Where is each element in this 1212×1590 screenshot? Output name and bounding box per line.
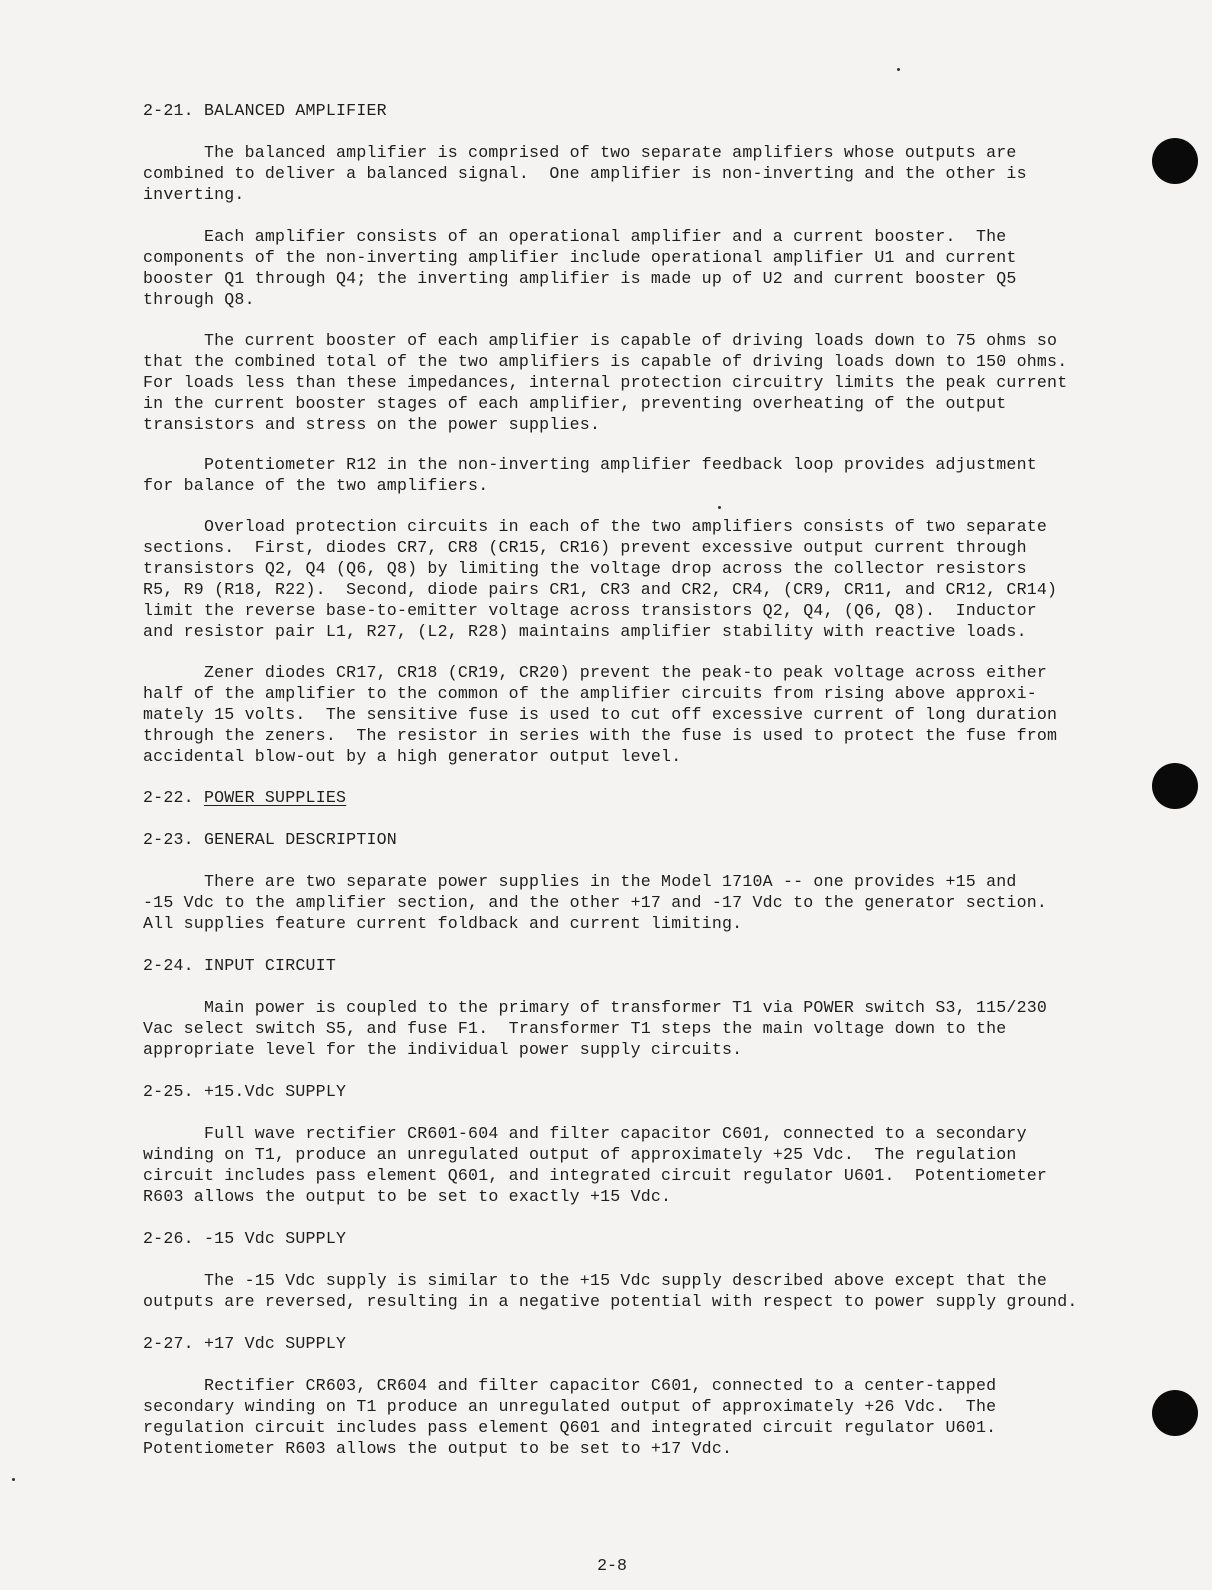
text-line: through the zeners. The resistor in series with the fuse is used to protect the fuse from (143, 726, 1058, 745)
section-2-23 (143, 829, 1103, 850)
scan-speck (12, 1478, 15, 1481)
text-line: combined to deliver a balanced signal. One amplifier is non-inverting and the other is (143, 164, 1027, 183)
text-line: Rectifier CR603, CR604 and filter capacitor C601, connected to a center-tapped (143, 1376, 997, 1395)
section-heading: 2-25. +15.Vdc SUPPLY (143, 1082, 347, 1101)
text-line: that the combined total of the two amplifiers is capable of driving loads down to 150 ohms. (143, 352, 1068, 371)
text-line: outputs are reversed, resulting in a negative potential with respect to power supply ground. (143, 1292, 1078, 1311)
binder-hole (1152, 1390, 1198, 1436)
text-line: accidental blow-out by a high generator output level. (143, 747, 682, 766)
text-line: appropriate level for the individual power supply circuits. (143, 1040, 743, 1059)
section-heading: 2-21. BALANCED AMPLIFIER (143, 101, 387, 120)
text-line: transistors Q2, Q4 (Q6, Q8) by limiting the voltage drop across the collector resistors (143, 559, 1027, 578)
text-line: All supplies feature current foldback and current limiting. (143, 914, 743, 933)
text-line: in the current booster stages of each amplifier, preventing overheating of the output (143, 394, 1007, 413)
text-line: mately 15 volts. The sensitive fuse is used to cut off excessive current of long duration (143, 705, 1058, 724)
text-line: -15 Vdc to the amplifier section, and the other +17 and -17 Vdc to the generator section. (143, 893, 1048, 912)
text-line: secondary winding on T1 produce an unregulated output of approximately +26 Vdc. The (143, 1397, 997, 1416)
section-heading: 2-23. GENERAL DESCRIPTION (143, 830, 397, 849)
binder-hole (1152, 763, 1198, 809)
section-2-27 (143, 1333, 1103, 1354)
section-2-25 (143, 1081, 1103, 1102)
text-line: circuit includes pass element Q601, and integrated circuit regulator U601. Potentiometer (143, 1166, 1048, 1185)
section-heading: 2-24. INPUT CIRCUIT (143, 956, 336, 975)
binder-hole (1152, 138, 1198, 184)
scan-speck (718, 506, 721, 509)
paragraph (143, 142, 1103, 205)
text-line: Each amplifier consists of an operational amplifier and a current booster. The (143, 227, 1007, 246)
text-line: The current booster of each amplifier is capable of driving loads down to 75 ohms so (143, 331, 1058, 350)
section-heading (143, 787, 1103, 808)
paragraph (143, 330, 1103, 435)
section-heading: 2-27. +17 Vdc SUPPLY (143, 1334, 347, 1353)
paragraph (143, 516, 1103, 642)
text-line: and resistor pair L1, R27, (L2, R28) maintains amplifier stability with reactive loads. (143, 622, 1027, 641)
section-2-21 (143, 100, 1103, 121)
text-line: regulation circuit includes pass element Q601 and integrated circuit regulator U601. (143, 1418, 997, 1437)
text-line: The balanced amplifier is comprised of two separate amplifiers whose outputs are (143, 143, 1017, 162)
paragraph (143, 226, 1103, 310)
text-line: inverting. (143, 185, 245, 204)
section-2-22 (143, 787, 1103, 808)
text-line: Potentiometer R603 allows the output to be set to +17 Vdc. (143, 1439, 733, 1458)
section-2-24 (143, 955, 1103, 976)
text-line: For loads less than these impedances, internal protection circuitry limits the peak current (143, 373, 1068, 392)
text-line: Zener diodes CR17, CR18 (CR19, CR20) prevent the peak-to peak voltage across either (143, 663, 1048, 682)
text-line: Overload protection circuits in each of the two amplifiers consists of two separate (143, 517, 1048, 536)
paragraph (143, 1123, 1103, 1207)
section-heading: 2-26. -15 Vdc SUPPLY (143, 1229, 347, 1248)
text-line: Vac select switch S5, and fuse F1. Transformer T1 steps the main voltage down to the (143, 1019, 1007, 1038)
text-line: booster Q1 through Q4; the inverting amplifier is made up of U2 and current booster Q5 (143, 269, 1017, 288)
text-line: The -15 Vdc supply is similar to the +15 Vdc supply described above except that the (143, 1271, 1048, 1290)
paragraph (143, 997, 1103, 1060)
section-number: 2-22. (143, 788, 204, 807)
page-number: 2-8 (597, 1556, 627, 1575)
scan-speck (897, 68, 900, 71)
text-line: Main power is coupled to the primary of transformer T1 via POWER switch S3, 115/230 (143, 998, 1048, 1017)
text-line: Full wave rectifier CR601-604 and filter capacitor C601, connected to a secondary (143, 1124, 1027, 1143)
section-2-26 (143, 1228, 1103, 1249)
section-title: POWER SUPPLIES (203, 788, 347, 807)
text-line: R5, R9 (R18, R22). Second, diode pairs CR1, CR3 and CR2, CR4, (CR9, CR11, and CR12, CR14) (143, 580, 1058, 599)
text-line: winding on T1, produce an unregulated output of approximately +25 Vdc. The regulation (143, 1145, 1017, 1164)
text-line: for balance of the two amplifiers. (143, 476, 489, 495)
text-line: transistors and stress on the power supplies. (143, 415, 601, 434)
text-line: There are two separate power supplies in the Model 1710A -- one provides +15 and (143, 872, 1017, 891)
paragraph (143, 662, 1103, 767)
text-line: half of the amplifier to the common of the amplifier circuits from rising above approxi- (143, 684, 1037, 703)
text-line: components of the non-inverting amplifier include operational amplifier U1 and current (143, 248, 1017, 267)
text-line: R603 allows the output to be set to exactly +15 Vdc. (143, 1187, 672, 1206)
paragraph (143, 454, 1103, 496)
text-line: Potentiometer R12 in the non-inverting amplifier feedback loop provides adjustment (143, 455, 1037, 474)
text-line: through Q8. (143, 290, 255, 309)
text-line: sections. First, diodes CR7, CR8 (CR15, CR16) prevent excessive output current through (143, 538, 1027, 557)
paragraph (143, 871, 1103, 934)
text-line: limit the reverse base-to-emitter voltage across transistors Q2, Q4, (Q6, Q8). Inductor (143, 601, 1037, 620)
paragraph (143, 1375, 1103, 1459)
paragraph (143, 1270, 1103, 1312)
